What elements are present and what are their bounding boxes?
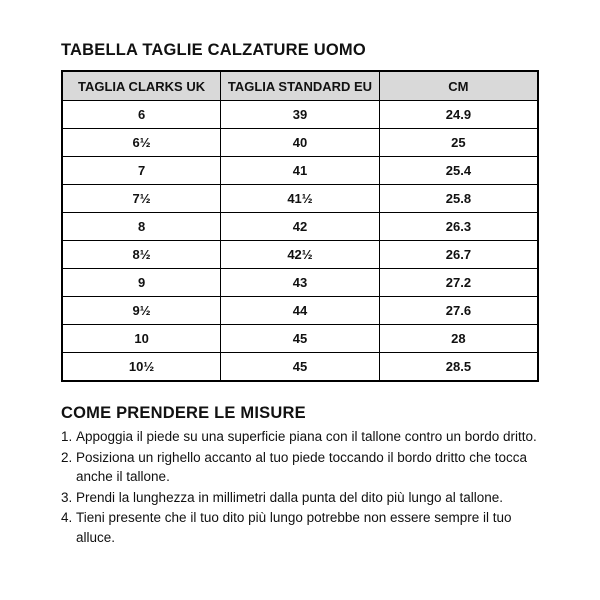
measure-section-heading: COME PRENDERE LE MISURE bbox=[61, 404, 306, 422]
table-row bbox=[62, 353, 538, 382]
cell-cm: 26.7 bbox=[379, 241, 538, 269]
table-row bbox=[62, 157, 538, 185]
cell-uk: 9 bbox=[62, 269, 221, 297]
cell-cm: 28.5 bbox=[379, 353, 538, 382]
table-row bbox=[62, 129, 538, 157]
cell-eu: 42½ bbox=[221, 241, 380, 269]
cell-cm: 28 bbox=[379, 325, 538, 353]
cell-cm: 25 bbox=[379, 129, 538, 157]
cell-cm: 26.3 bbox=[379, 213, 538, 241]
table-row bbox=[62, 297, 538, 325]
measure-step: Posiziona un righello accanto al tuo piede toccando il bordo dritto che tocca anche il tallone. bbox=[76, 449, 528, 484]
cell-uk: 6½ bbox=[62, 129, 221, 157]
cell-eu: 44 bbox=[221, 297, 380, 325]
measure-step: Appoggia il piede su una superficie piana con il tallone contro un bordo dritto. bbox=[76, 429, 537, 444]
cell-eu: 41 bbox=[221, 157, 380, 185]
cell-uk: 10½ bbox=[62, 353, 221, 382]
cell-uk: 10 bbox=[62, 325, 221, 353]
size-table-header-row bbox=[62, 71, 538, 101]
cell-cm: 25.8 bbox=[379, 185, 538, 213]
cell-uk: 6 bbox=[62, 101, 221, 129]
measure-step: Tieni presente che il tuo dito più lungo potrebbe non essere sempre il tuo alluce. bbox=[76, 510, 512, 545]
cell-eu: 42 bbox=[221, 213, 380, 241]
cell-uk: 8 bbox=[62, 213, 221, 241]
table-row bbox=[62, 241, 538, 269]
measure-step: Prendi la lunghezza in millimetri dalla punta del dito più lungo al tallone. bbox=[76, 489, 504, 505]
cell-eu: 40 bbox=[221, 129, 380, 157]
cell-eu: 45 bbox=[221, 325, 380, 353]
cell-uk: 9½ bbox=[62, 297, 221, 325]
cell-uk: 7½ bbox=[62, 185, 221, 213]
column-header-clarks-uk: TAGLIA CLARKS UK bbox=[62, 71, 221, 101]
table-row bbox=[62, 269, 538, 297]
size-table bbox=[61, 70, 539, 382]
cell-cm: 27.2 bbox=[379, 269, 538, 297]
cell-eu: 41½ bbox=[221, 185, 380, 213]
cell-eu: 43 bbox=[221, 269, 380, 297]
table-row bbox=[62, 185, 538, 213]
cell-uk: 8½ bbox=[62, 241, 221, 269]
column-header-cm: CM bbox=[379, 71, 538, 101]
table-row bbox=[62, 101, 538, 129]
cell-uk: 7 bbox=[62, 157, 221, 185]
cell-cm: 25.4 bbox=[379, 157, 538, 185]
column-header-standard-eu: TAGLIA STANDARD EU bbox=[221, 71, 380, 101]
page-title: TABELLA TAGLIE CALZATURE UOMO bbox=[61, 41, 366, 59]
measure-steps-list bbox=[61, 427, 546, 547]
table-row bbox=[62, 213, 538, 241]
table-row bbox=[62, 325, 538, 353]
cell-eu: 45 bbox=[221, 353, 380, 382]
cell-cm: 24.9 bbox=[379, 101, 538, 129]
cell-cm: 27.6 bbox=[379, 297, 538, 325]
cell-eu: 39 bbox=[221, 101, 380, 129]
